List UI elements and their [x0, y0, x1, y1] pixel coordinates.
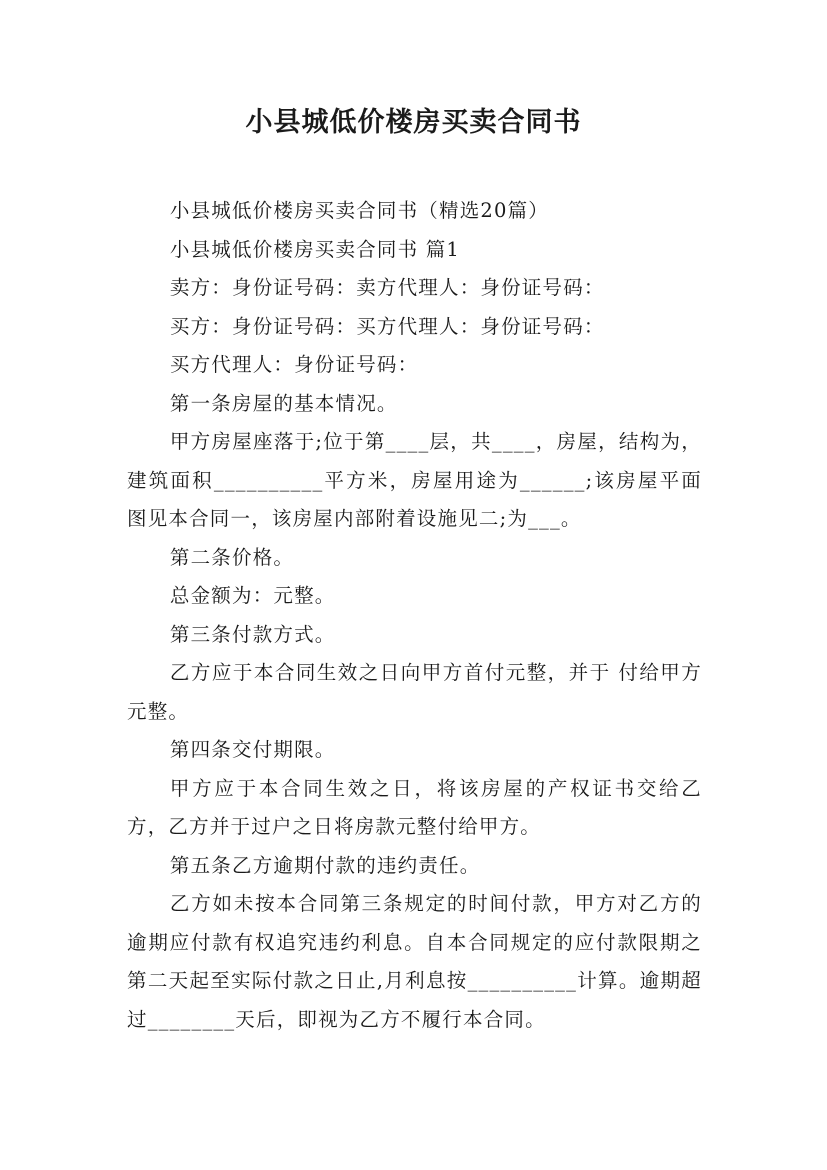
paragraph-buyer-info: 买方：身份证号码：买方代理人：身份证号码： [169, 314, 605, 338]
clause-1-heading: 第一条房屋的基本情况。 [169, 391, 398, 415]
clause-4-heading: 第四条交付期限。 [169, 738, 336, 761]
clause-3-heading: 第三条付款方式。 [169, 622, 336, 646]
clause-2-body: 总金额为：元整。 [169, 584, 336, 607]
document-body [127, 192, 702, 1039]
paragraph-subtitle: 小县城低价楼房买卖合同书（精选20篇） [169, 199, 550, 222]
clause-5-body: 乙方如未按本合同第三条规定的时间付款，甲方对乙方的逾期应付款有权追究违约利息。自本合同规定的应付款限期之第二天起至实际付款之日止,月利息按__________计算。逾期超过________天后，即视为乙方不履行本合同。 [127, 892, 702, 1031]
clause-1-body: 甲方房屋座落于;位于第____层，共____，房屋，结构为，建筑面积__________平方米，房屋用途为______;该房屋平面图见本合同一，该房屋内部附着设施见二;为___。 [127, 430, 702, 530]
clause-4-body: 甲方应于本合同生效之日，将该房屋的产权证书交给乙方，乙方并于过户之日将房款元整付给甲方。 [127, 776, 702, 838]
clause-2-heading: 第二条价格。 [169, 545, 295, 569]
document-title: 小县城低价楼房买卖合同书 [245, 107, 582, 138]
clause-5-heading: 第五条乙方逾期付款的违约责任。 [169, 853, 481, 877]
paragraph-section-heading: 小县城低价楼房买卖合同书 篇1 [169, 237, 460, 261]
paragraph-buyer-agent: 买方代理人：身份证号码： [169, 353, 419, 376]
clause-3-body: 乙方应于本合同生效之日向甲方首付元整，并于 付给甲方元整。 [127, 661, 702, 723]
paragraph-seller-info: 卖方：身份证号码：卖方代理人：身份证号码： [169, 276, 605, 299]
